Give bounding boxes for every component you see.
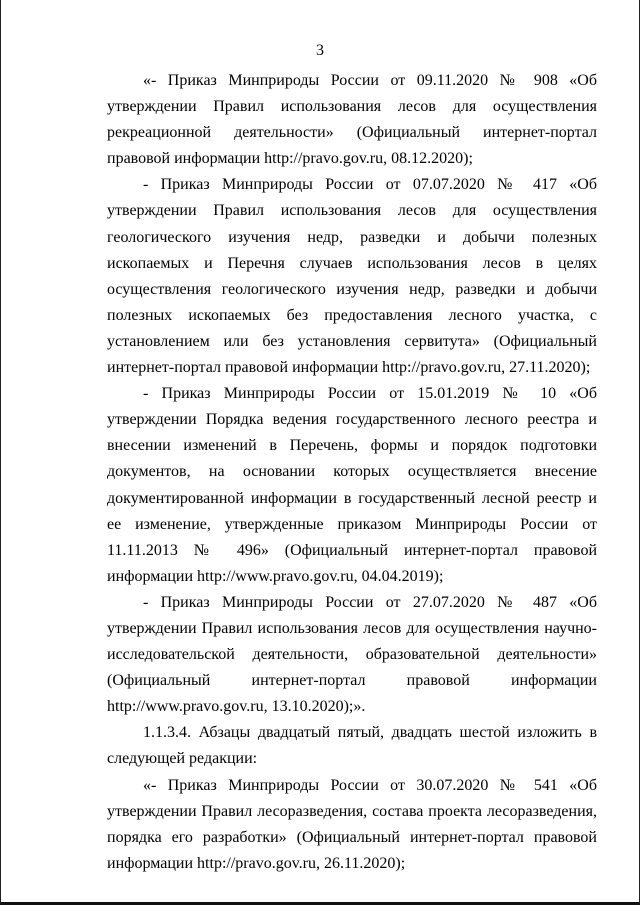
paragraph-order-10: - Приказ Минприроды России от 15.01.2019 № 10 «Об утверждении Порядка ведения государственного лесного реестра и внесении изменений в Перечень, формы и порядок подготовки документов, на основании которых осуществляется внесение документированной информации в государственный лесной реестр и ее изменение, утвержденные приказом Минприроды России от 11.11.2013 № 496» (Официальный интернет-портал правовой информации http://www.pravo.gov.ru, 04.04.2019); [107,385,597,585]
page-number: 3 [316,42,324,59]
paragraph-order-417: - Приказ Минприроды России от 07.07.2020 № 417 «Об утверждении Правил использования лесов для осуществления геологического изучения недр, разведки и добычи полезных ископаемых и Перечня случаев использования лесов в целях осуществления геологического изучения недр, разведки и добычи полезных ископаемых без предоставления лесного участка, с установлением или без установления сервитута» (Официальный интернет-портал правовой информации http://pravo.gov.ru, 27.11.2020); [107,176,597,377]
paragraph-order-487: - Приказ Минприроды России от 27.07.2020 № 487 «Об утверждении Правил использования лесов для осуществления научно-исследовательской деятельности, образовательной деятельности» (Официальный интернет-портал правовой информации http://www.pravo.gov.ru, 13.10.2020);». [107,593,597,716]
document-body [107,68,597,877]
paragraph-order-541: «- Приказ Минприроды России от 30.07.2020 № 541 «Об утверждении Правил лесоразведения, состава проекта лесоразведения, порядка его разработки» (Официальный интернет-портал правовой информации http://pravo.gov.ru, 26.11.2020); [107,776,597,872]
paragraph-order-908: «- Приказ Минприроды России от 09.11.2020 № 908 «Об утверждении Правил использования лесов для осуществления рекреационной деятельности» (Официальный интернет-портал правовой информации http://pravo.gov.ru, 08.12.2020); [107,72,597,168]
paragraph-item-1-1-3-4: 1.1.3.4. Абзацы двадцатый пятый, двадцать шестой изложить в следующей редакции: [107,724,597,768]
